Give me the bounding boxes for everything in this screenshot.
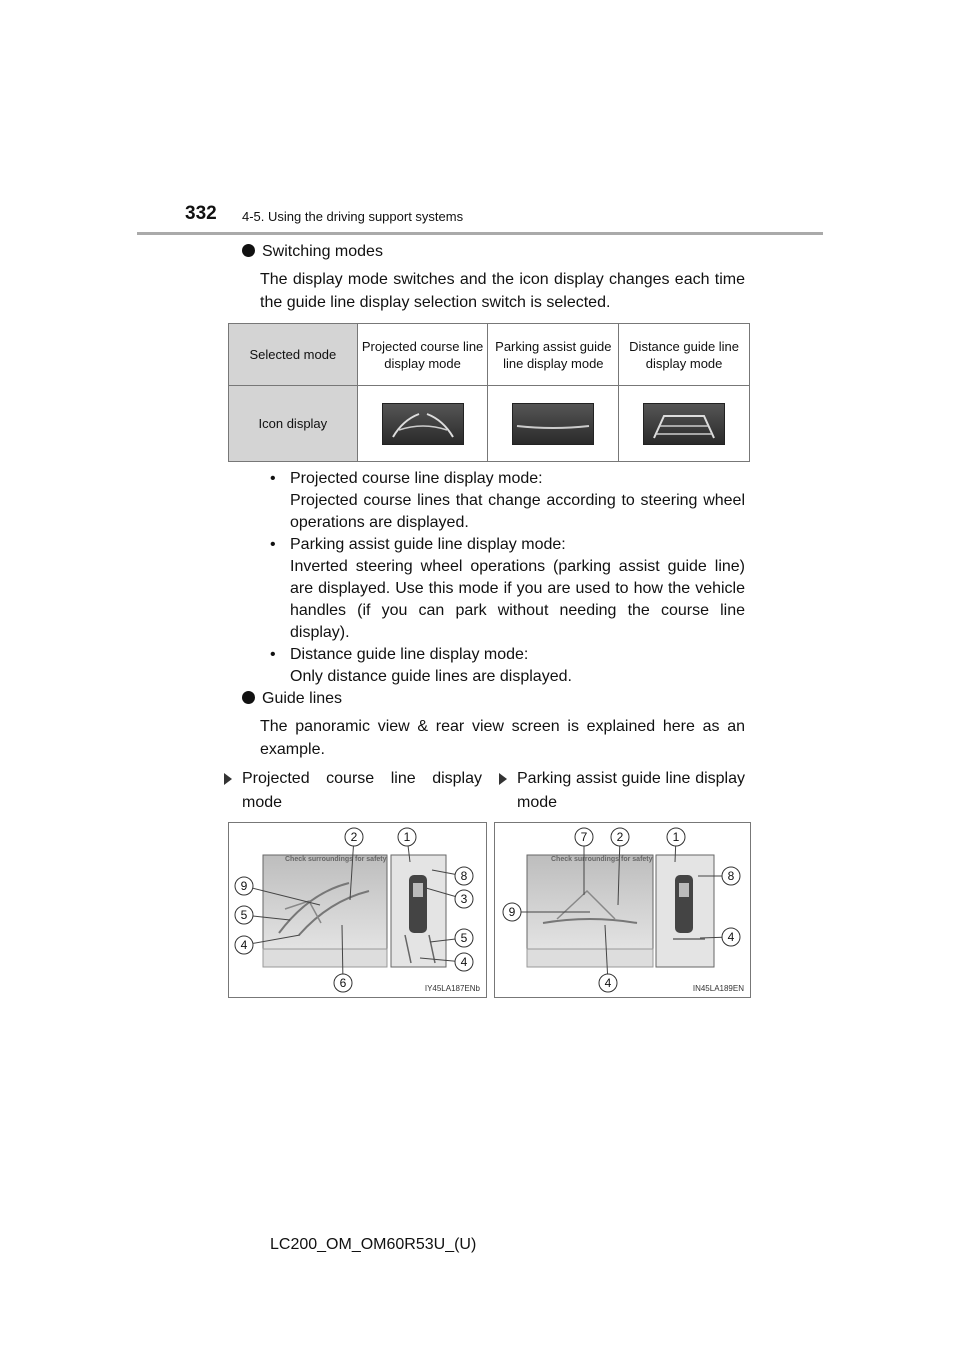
callout-number: 2 [616, 830, 624, 844]
callout-number: 1 [672, 830, 680, 844]
callout-number: 4 [240, 938, 248, 952]
right-figure-caption: Parking assist guide line display mode [499, 767, 745, 815]
callout-number: 1 [403, 830, 411, 844]
callout-number: 8 [460, 869, 468, 883]
callout-number: 3 [460, 892, 468, 906]
footer-code: LC200_OM_OM60R53U_(U) [270, 1236, 477, 1253]
figure-code: IN45LA189EN [692, 984, 744, 993]
list-item: • Distance guide line display mode: Only distance guide lines are displayed. [270, 646, 572, 685]
callout-number: 7 [580, 830, 588, 844]
callout-number: 8 [727, 869, 735, 883]
list-item: • Parking assist guide line display mode: Inverted steering wheel operations (parking assist guide line) are displayed. Use this mode if you are used to how the vehicle handles (if you can park without needing the course line display). [270, 536, 745, 641]
guide-lines-text: The panoramic view & rear view screen is explained here as an example. [260, 718, 745, 758]
section-title: 4-5. Using the driving support systems [242, 209, 464, 224]
callout-number: 4 [460, 955, 468, 969]
callout-number: 6 [339, 976, 347, 990]
table-cell-mode: Projected course line display mode [357, 324, 488, 386]
table-row-label: Selected mode [229, 324, 358, 386]
switching-heading: Switching modes [242, 243, 383, 261]
figure-code: IY45LA187ENb [424, 984, 480, 993]
callout-number: 9 [240, 879, 248, 893]
screen-message: Check surroundings for safety. [285, 856, 388, 863]
screen-message: Check surroundings for safety. [551, 856, 654, 863]
table-cell-mode: Distance guide line display mode [619, 324, 750, 386]
callout-leader-line [244, 886, 320, 905]
callout-leader-line [618, 837, 620, 905]
left-figure-caption: Projected course line display mode [224, 767, 482, 815]
callout-number: 2 [350, 830, 358, 844]
callout-number: 9 [508, 905, 516, 919]
callout-number: 4 [727, 930, 735, 944]
callout-number: 5 [460, 931, 468, 945]
guide-lines-heading: Guide lines [242, 690, 342, 708]
table-row-label: Icon display [229, 386, 358, 462]
list-item: • Projected course line display mode: Projected course lines that change according to steering wheel operations are displayed. [270, 470, 745, 531]
callout-number: 4 [604, 976, 612, 990]
switching-text: The display mode switches and the icon display changes each time the guide line display selection switch is selected. [260, 271, 745, 311]
page-number: 332 [185, 203, 217, 224]
table-cell-mode: Parking assist guide line display mode [488, 324, 619, 386]
callout-number: 5 [240, 908, 248, 922]
